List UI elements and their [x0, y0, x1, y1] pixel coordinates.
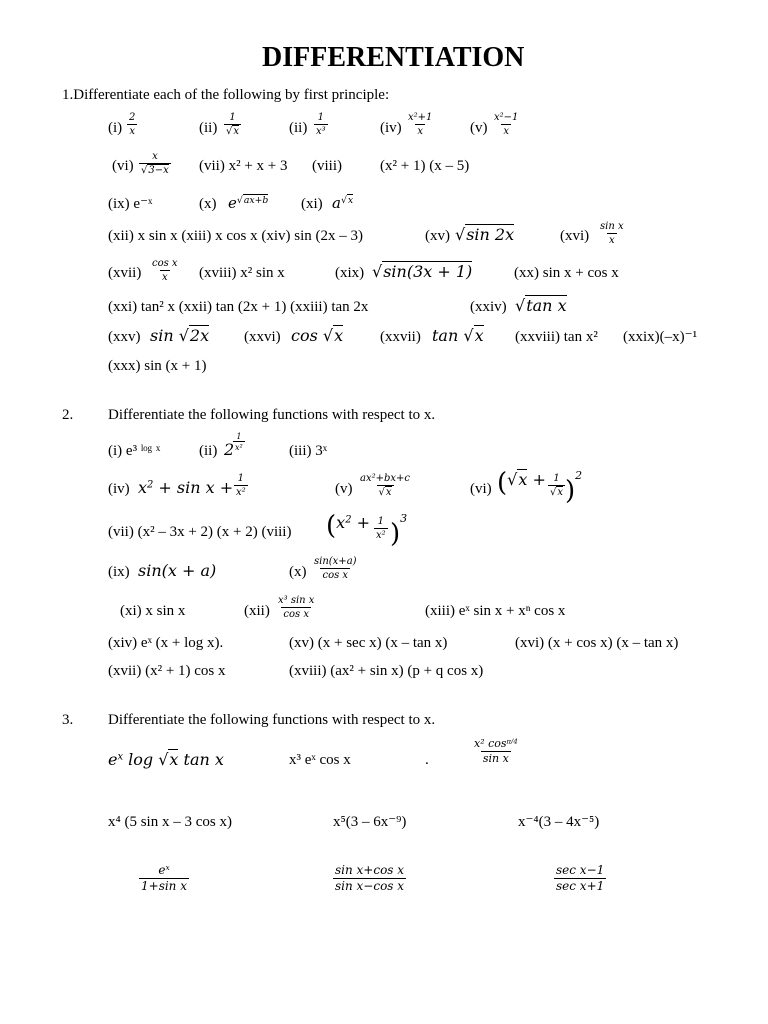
q1-xii-xiv: (xii) x sin x (xiii) x cos x (xiv) sin (2x – 3)	[108, 228, 363, 244]
q1-v-label: (v)	[470, 120, 488, 136]
q1-x-label: (x)	[199, 196, 217, 212]
q2-xi: (xi) x sin x	[120, 603, 186, 619]
q2-xii-label: (xii)	[244, 603, 270, 619]
q1-xi-expr: $a^{√x}$	[332, 194, 354, 212]
q1-xi-label: (xi)	[301, 196, 323, 212]
q1-viii-label: (viii)	[312, 158, 342, 174]
q2-ii-expr: 2	[224, 440, 235, 459]
q1-iii-fraction: 1 x³	[316, 112, 326, 137]
q1-xxvii-label: (xxvii)	[380, 329, 421, 345]
q1-xxviii: (xxviii) tan x²	[515, 329, 598, 345]
q3-e: x⁵(3 – 6x⁻⁹)	[333, 814, 407, 830]
q1-xv-expr: √sin 2x	[455, 225, 515, 244]
q3-heading: Differentiate the following functions with respect to x.	[108, 712, 436, 728]
q2-vi-close: )$^2$	[565, 469, 583, 506]
q1-xxiv-label: (xxiv)	[470, 299, 507, 315]
q3-g-fraction: $e^x$ 1+sin x	[141, 862, 187, 893]
q1-ii-label: (ii)	[199, 120, 218, 136]
q2-iv-expr: $x^2 + \sin x$ +	[138, 478, 234, 497]
q2-xiii: (xiii) eˣ sin x + xⁿ cos x	[425, 603, 566, 619]
q2-vii: (vii) (x² – 3x + 2) (x + 2) (viii)	[108, 524, 292, 540]
q2-ix-label: (ix)	[108, 564, 130, 580]
q2-v-label: (v)	[335, 481, 353, 497]
q1-vii: (vii) x² + x + 3	[199, 158, 288, 174]
q3-b: x³ eˣ cos x	[289, 752, 351, 768]
q3-a-expr: $e^x$ log √x tan x	[108, 750, 224, 769]
q2-xvi: (xvi) (x + cos x) (x – tan x)	[515, 635, 679, 651]
q1-iv-label: (iv)	[380, 120, 402, 136]
q1-ix: (ix) e⁻ˣ	[108, 196, 153, 212]
q2-number: 2.	[62, 407, 74, 423]
q2-xii-fraction: x³ sin x cos x	[278, 595, 315, 620]
q1-iii-label: (ii)	[289, 120, 308, 136]
q3-number: 3.	[62, 712, 74, 728]
q1-xv-label: (xv)	[425, 228, 450, 244]
q1-xxvii-expr: tan √x	[432, 326, 484, 345]
q2-iii: (iii) 3ˣ	[289, 443, 328, 459]
q2-v-fraction: ax²+bx+c √x	[360, 473, 411, 498]
q2-xvii: (xvii) (x² + 1) cos x	[108, 663, 226, 679]
q2-heading: Differentiate the following functions with respect to x.	[108, 407, 436, 423]
q1-xxvi-label: (xxvi)	[244, 329, 281, 345]
q2-xviii: (xviii) (ax² + sin x) (p + q cos x)	[289, 663, 484, 679]
q1-xvi-label: (xvi)	[560, 228, 590, 244]
q1-viii: (x² + 1) (x – 5)	[380, 158, 470, 174]
q2-xiv: (xiv) eˣ (x + log x).	[108, 635, 224, 651]
q1-xx: (xx) sin x + cos x	[514, 265, 619, 281]
q1-xxvi-expr: cos √x	[291, 326, 344, 345]
q1-xxi-xxiii: (xxi) tan² x (xxii) tan (2x + 1) (xxiii) tan 2x	[108, 299, 369, 315]
q2-iv-fraction: 1 x²	[236, 473, 246, 498]
q3-i-fraction: sec x−1 sec x+1	[556, 863, 605, 893]
q3-c-fraction: x² $\cos^{\pi/4}$ sin x	[474, 737, 518, 765]
q2-x-label: (x)	[289, 564, 307, 580]
q2-vi-fraction: 1 √x	[550, 473, 564, 498]
q1-x-expr: $e^{√ax+b}$	[228, 194, 269, 212]
q1-i-label: (i)	[108, 120, 123, 136]
q1-xvii-label: (xvii)	[108, 265, 142, 281]
q1-xxv-label: (xxv)	[108, 329, 141, 345]
q3-f: x⁻⁴(3 – 4x⁻⁵)	[518, 814, 600, 830]
q2-viii-fraction: 1 x²	[376, 516, 386, 541]
q1-heading: 1.Differentiate each of the following by first principle:	[62, 87, 390, 103]
q2-ix-expr: sin(x + a)	[138, 561, 217, 580]
q1-ii-fraction: 1 √x	[226, 112, 240, 137]
q2-i: (i) e³ ˡᵒᵍ ˣ	[108, 443, 161, 459]
q1-xviii: (xviii) x² sin x	[199, 265, 285, 281]
q1-iv-fraction: x²+1 x	[408, 112, 433, 137]
q1-vi-fraction: x √3−x	[141, 151, 169, 176]
q3-dot: .	[425, 752, 429, 768]
q1-xxv-expr: sin √2x	[150, 326, 210, 345]
q1-xix-expr: √sin(3x + 1)	[372, 262, 473, 281]
q1-xxx: (xxx) sin (x + 1)	[108, 358, 207, 374]
q2-viii-close: )$^3$	[390, 512, 408, 549]
q1-xvii-fraction: cos x x	[152, 258, 178, 283]
q1-xvi-fraction: sin x x	[600, 221, 624, 246]
q2-vi-expr: (√x +	[497, 468, 546, 498]
q1-xix-label: (xix)	[335, 265, 365, 281]
page-title: DIFFERENTIATION	[262, 42, 525, 73]
q3-d: x⁴ (5 sin x – 3 cos x)	[108, 814, 232, 830]
q1-vi-label: (vi)	[112, 158, 134, 174]
q1-v-fraction: x²−1 x	[494, 112, 519, 137]
q2-iv-label: (iv)	[108, 481, 130, 497]
q2-ii-exponent: 1 x²	[235, 432, 243, 453]
q2-vi-label: (vi)	[470, 481, 492, 497]
q1-i-fraction: 2 x	[129, 112, 136, 137]
q2-ii-label: (ii)	[199, 443, 218, 459]
q2-x-fraction: sin(x+a) cos x	[314, 556, 357, 581]
q1-xxiv-expr: √tan x	[515, 296, 567, 315]
q2-xv: (xv) (x + sec x) (x – tan x)	[289, 635, 448, 651]
q2-viii-expr: ($x^2$ +	[326, 511, 370, 541]
q3-h-fraction: sin x+cos x sin x−cos x	[335, 863, 405, 893]
q1-xxix: (xxix)(–x)⁻¹	[623, 329, 698, 345]
